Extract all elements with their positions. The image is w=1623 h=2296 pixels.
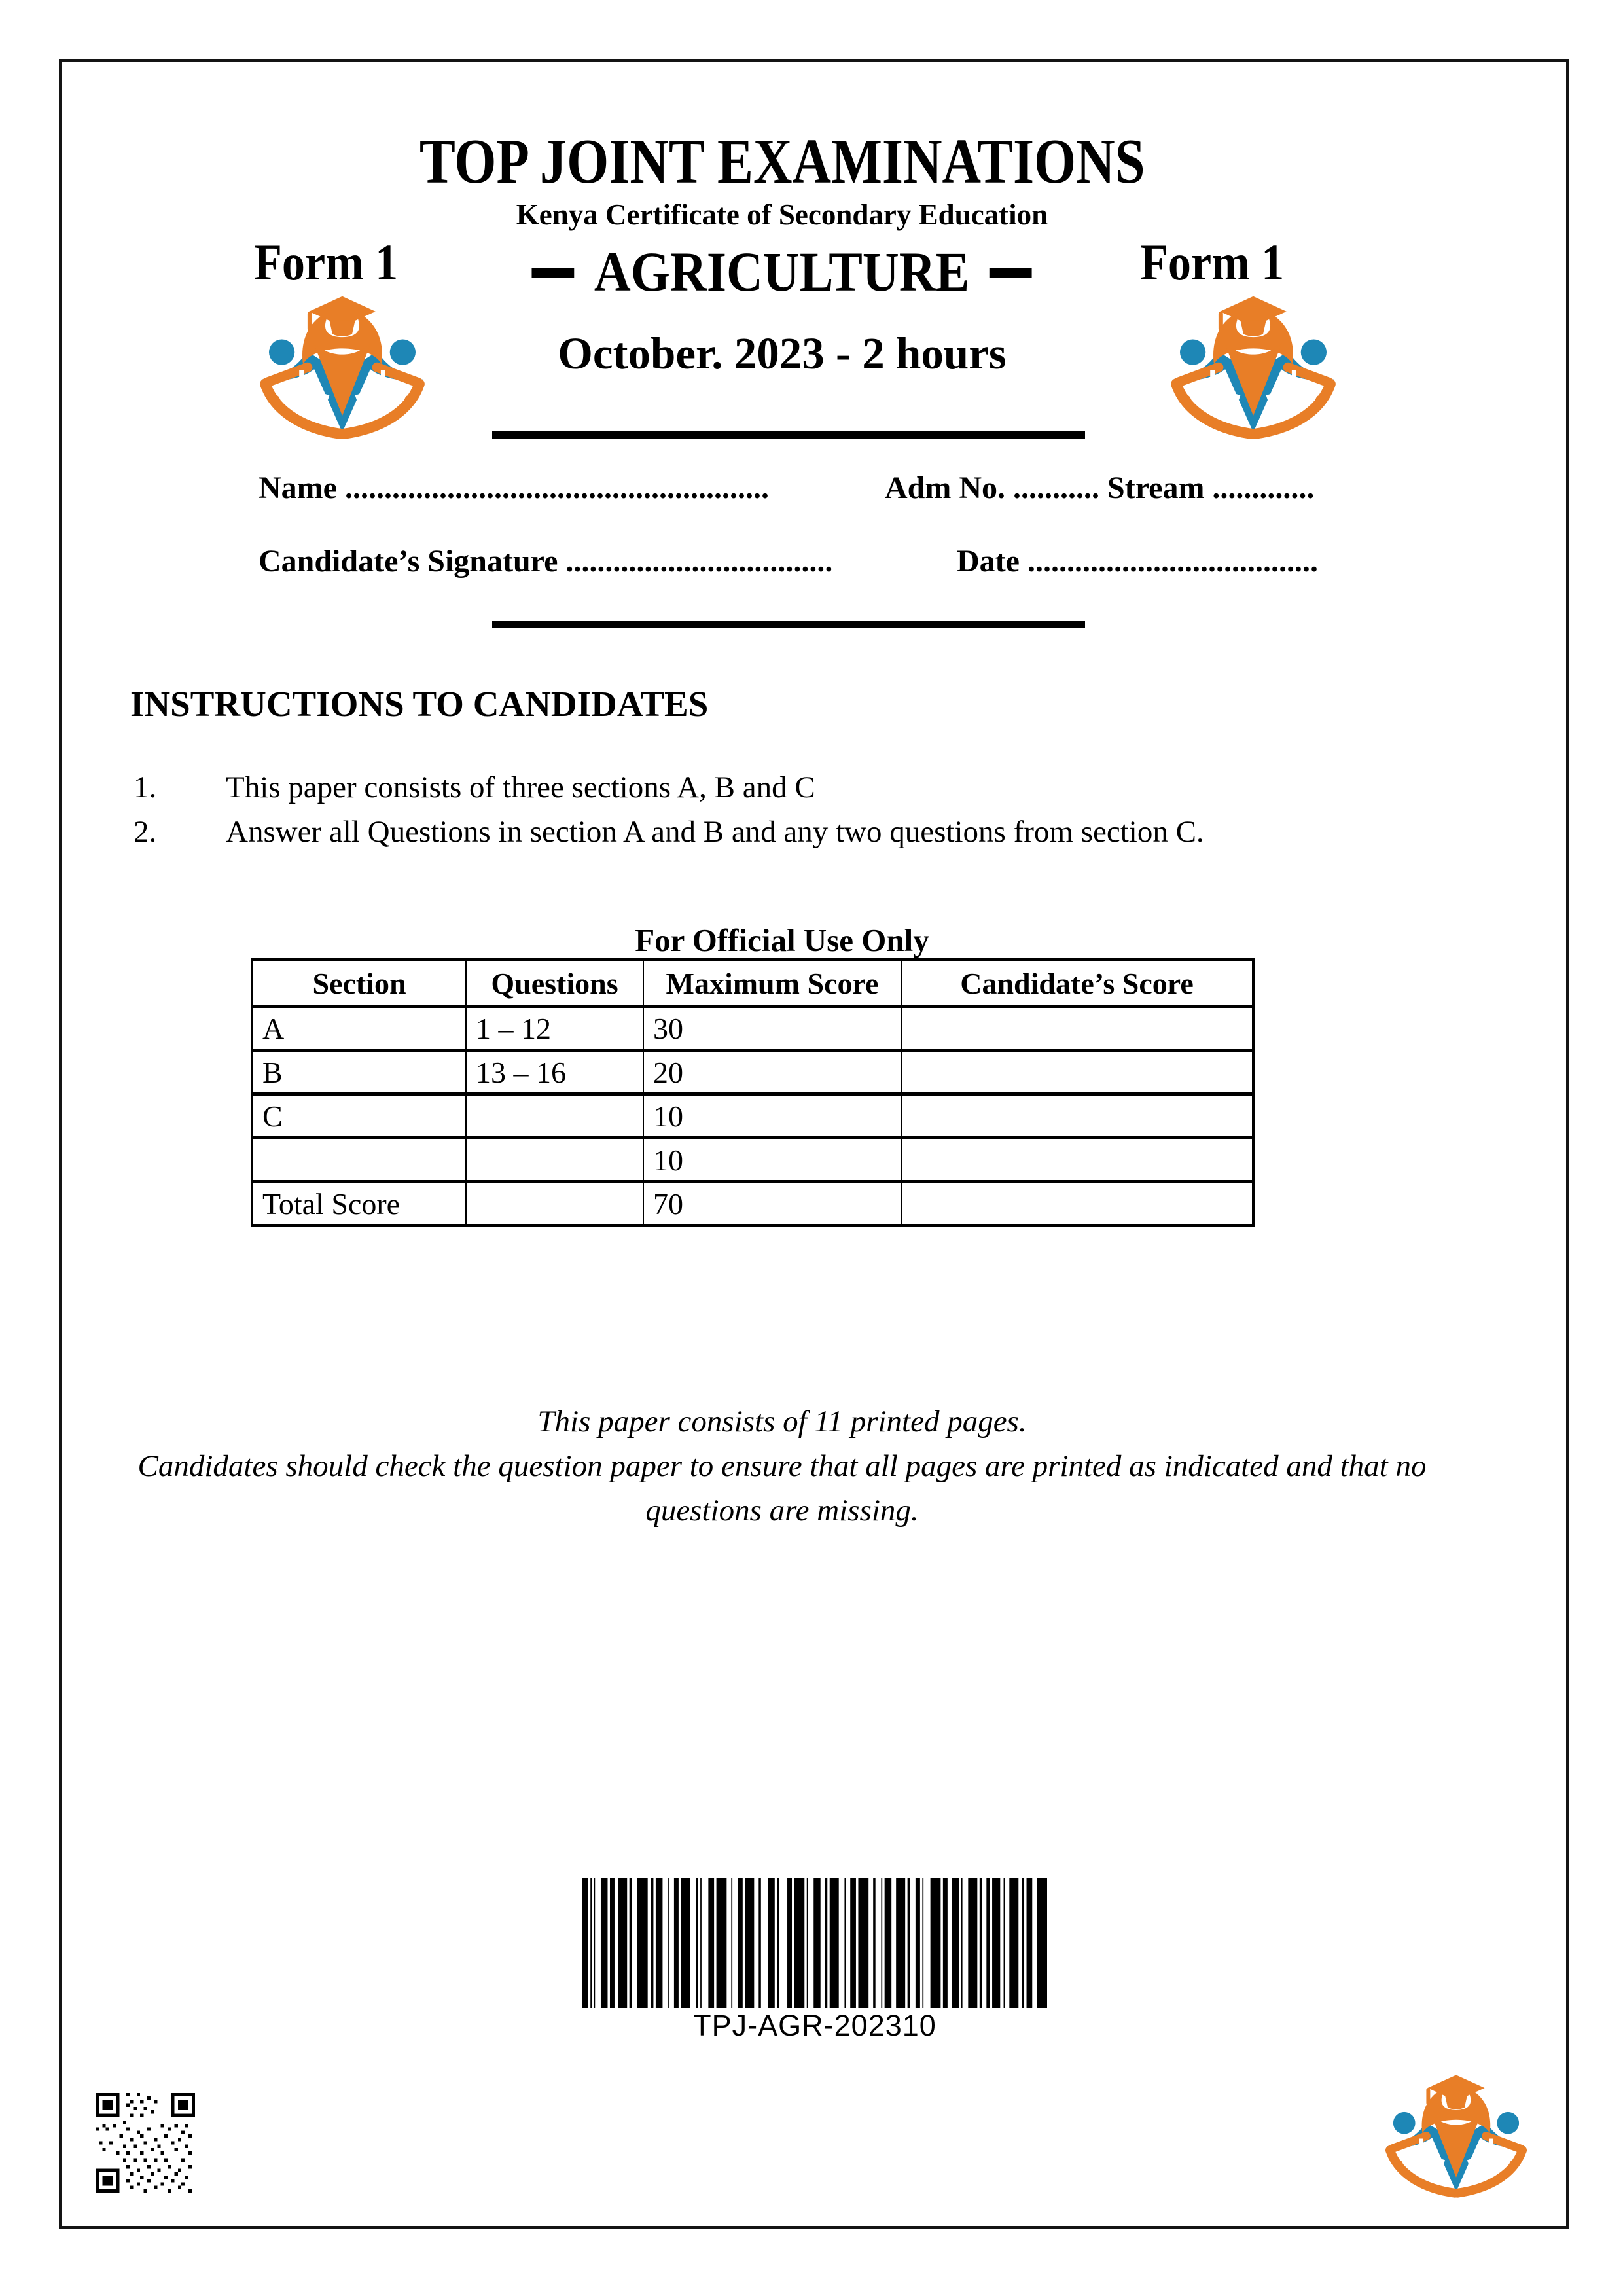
date-field — [957, 546, 1318, 577]
exam-session-duration: October. 2023 - 2 hours — [558, 329, 1007, 378]
exam-board-subtitle: Kenya Certificate of Secondary Education — [516, 198, 1048, 231]
instruction-1-number: 1. — [134, 770, 157, 804]
divider-rule-bottom — [492, 621, 1085, 628]
right-dash — [990, 268, 1032, 278]
adm-stream-field — [885, 473, 1314, 504]
adm-no-dotted-line: ........... — [1013, 471, 1100, 505]
subject-line — [0, 240, 1564, 303]
cell-section: B — [252, 1050, 466, 1094]
official-use-table — [251, 958, 1255, 1227]
barcode-label: TPJ-AGR-202310 — [693, 2009, 936, 2042]
stream-dotted-line: ............. — [1212, 471, 1315, 505]
divider-rule-top — [492, 431, 1085, 439]
cell-questions — [466, 1138, 643, 1182]
instructions-heading: INSTRUCTIONS TO CANDIDATES — [130, 684, 709, 724]
note-line-1: This paper consists of 11 printed pages. — [537, 1405, 1027, 1439]
school-logo-bottom-right — [1385, 2073, 1527, 2200]
page-title: TOP JOINT EXAMINATIONS — [419, 126, 1145, 196]
signature-field — [259, 546, 832, 577]
table-header-row — [252, 960, 1253, 1007]
signature-dotted-line: .................................. — [565, 544, 833, 579]
cell-candidate-score — [901, 1007, 1253, 1050]
cell-questions: 13 – 16 — [466, 1050, 643, 1094]
official-use-table-title: For Official Use Only — [635, 922, 929, 958]
table-row — [252, 1182, 1253, 1226]
cell-max-score: 20 — [643, 1050, 901, 1094]
note-line-2: Candidates should check the question paper to ensure that all pages are printed as indicated and that no questions are missing. — [137, 1449, 1427, 1528]
school-logo-top-left — [259, 295, 425, 442]
table-row — [252, 1050, 1253, 1094]
cell-section: Total Score — [252, 1182, 466, 1226]
cell-max-score: 70 — [643, 1182, 901, 1226]
cell-section: A — [252, 1007, 466, 1050]
col-header-candidate-score: Candidate’s Score — [901, 960, 1253, 1007]
date-label: Date — [957, 544, 1020, 579]
adm-no-label: Adm No. — [885, 471, 1006, 505]
cell-section — [252, 1138, 466, 1182]
cell-questions — [466, 1182, 643, 1226]
table-row — [252, 1138, 1253, 1182]
cell-candidate-score — [901, 1094, 1253, 1138]
col-header-max-score: Maximum Score — [643, 960, 901, 1007]
name-field — [259, 473, 769, 504]
cell-candidate-score — [901, 1138, 1253, 1182]
cell-max-score: 10 — [643, 1138, 901, 1182]
left-dash — [532, 268, 575, 278]
qr-code — [96, 2093, 195, 2193]
cell-section: C — [252, 1094, 466, 1138]
col-header-questions: Questions — [466, 960, 643, 1007]
cell-questions — [466, 1094, 643, 1138]
date-dotted-line: ..................................... — [1027, 544, 1318, 579]
stream-label: Stream — [1107, 471, 1205, 505]
form-level-left: Form 1 — [254, 234, 399, 291]
instruction-2-text: Answer all Questions in section A and B and any two questions from section C. — [226, 815, 1204, 849]
table-row — [252, 1094, 1253, 1138]
col-header-section: Section — [252, 960, 466, 1007]
page-count-note — [108, 1399, 1456, 1533]
instruction-1-text: This paper consists of three sections A, B and C — [226, 770, 815, 804]
cell-max-score: 10 — [643, 1094, 901, 1138]
name-dotted-line: ...................................................... — [344, 471, 769, 505]
cell-candidate-score — [901, 1182, 1253, 1226]
name-label: Name — [259, 471, 337, 505]
cell-questions: 1 – 12 — [466, 1007, 643, 1050]
subject-name: AGRICULTURE — [594, 240, 970, 303]
barcode — [582, 1878, 1047, 2008]
signature-label: Candidate’s Signature — [259, 544, 558, 579]
form-level-right: Form 1 — [1140, 234, 1285, 291]
school-logo-top-right — [1170, 295, 1336, 442]
instruction-2-number: 2. — [134, 815, 157, 849]
cell-candidate-score — [901, 1050, 1253, 1094]
cell-max-score: 30 — [643, 1007, 901, 1050]
table-row — [252, 1007, 1253, 1050]
